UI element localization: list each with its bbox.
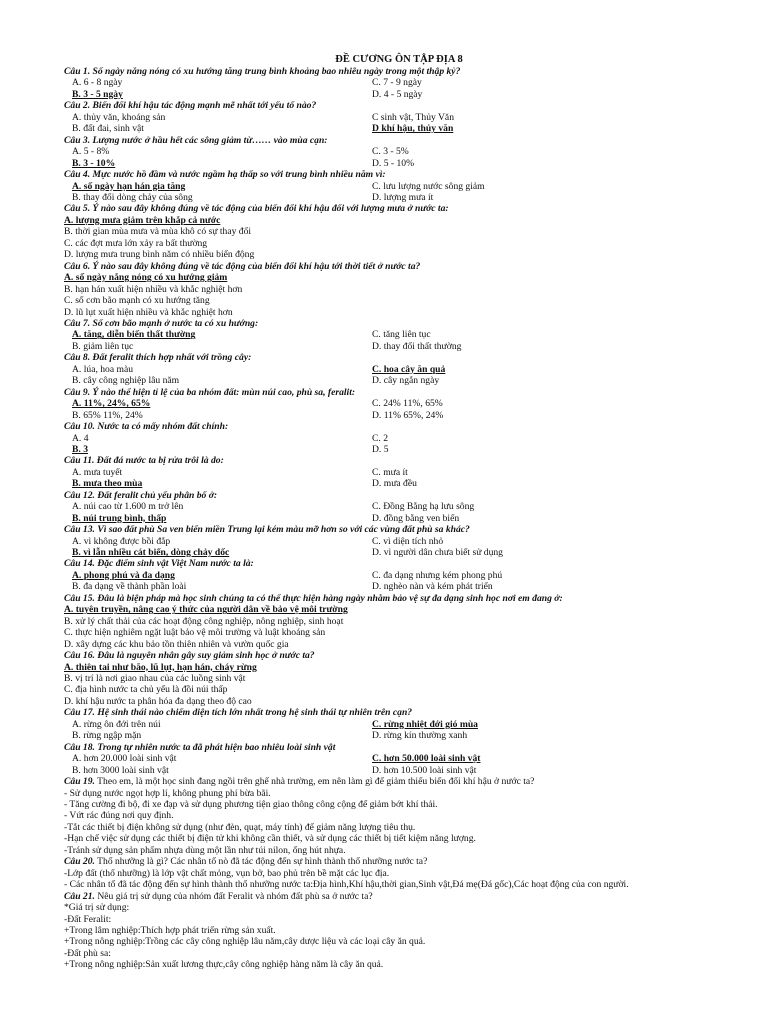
answer-row xyxy=(64,77,704,88)
answer-option: D. 5 - 10% xyxy=(372,157,415,169)
question-stem: Câu 2. Biến đổi khí hậu tác động mạnh mẽ nhất tới yếu tố nào? xyxy=(64,100,317,112)
answer-option: D. lũ lụt xuất hiện nhiều và khắc nghiệt hơn xyxy=(64,306,233,318)
question-stem: Câu 8. Đất feralit thích hợp nhất với trồng cây: xyxy=(64,352,252,364)
q19-label: Câu 19. xyxy=(64,776,95,788)
q20-text: Thổ nhưỡng là gì? Các nhân tố nò đã tác động đến sự hình thành thổ nhưỡng nước ta? xyxy=(94,856,428,868)
essay-section xyxy=(64,776,704,971)
question-stem: Câu 17. Hệ sinh thái nào chiếm diện tích lớn nhất trong hệ sinh thái tự nhiên trên cạn? xyxy=(64,707,413,719)
answer-row xyxy=(64,501,704,512)
answer-row xyxy=(64,89,704,100)
question-stem: Câu 14. Đặc điểm sinh vật Việt Nam nước ta là: xyxy=(64,558,254,570)
q20-line: -Lớp đất (thổ nhưỡng) là lớp vật chất mỏng, vụn bở, bao phủ trên bề mặt các lục địa. xyxy=(64,867,390,879)
answer-option: B. núi trung bình, thấp xyxy=(72,512,167,524)
answer-option: C. vì diện tích nhỏ xyxy=(372,535,444,547)
answer-option: B. vì lẫn nhiều cát biển, dòng chảy dốc xyxy=(72,547,230,559)
answer-row xyxy=(64,146,704,157)
answer-row xyxy=(64,730,704,741)
answer-option: A. phong phú và đa dạng xyxy=(72,569,175,581)
answer-row xyxy=(64,536,704,547)
answer-option: B. vị trí là nơi giao nhau của các luồng sinh vật xyxy=(64,673,246,685)
q21-line: +Trong nông nghiệp:Trồng các cây công nghiệp lâu năm,cây dược liệu và các loại cây ăn quả. xyxy=(64,936,426,948)
answer-row xyxy=(64,410,704,421)
answer-option: A. rừng ôn đới trên núi xyxy=(72,718,161,730)
answer-option: C. 7 - 9 ngày xyxy=(372,77,422,89)
question-stem: Câu 16. Đâu là nguyên nhân gây suy giảm sinh học ở nước ta? xyxy=(64,650,315,662)
q21-label: Câu 21. xyxy=(64,890,95,902)
q19-line: - Sử dụng nước ngọt hợp lí, không phung phí bừa bãi. xyxy=(64,787,271,799)
answer-option: A. 4 xyxy=(72,432,89,444)
answer-row xyxy=(64,329,704,340)
question-stem: Câu 18. Trong tự nhiên nước ta đã phát hiện bao nhiêu loài sinh vật xyxy=(64,741,336,753)
q19-line: -Tắt các thiết bị điện không sử dụng (như đèn, quạt, máy tính) để giảm năng lượng tiêu thụ. xyxy=(64,821,416,833)
q19-text: Theo em, là một học sinh đang ngồi trên ghế nhà trường, em nên làm gì để giảm thiểu biến đổi khí hậu ở nước ta? xyxy=(94,776,535,788)
answer-option: B. 3 xyxy=(72,443,88,455)
question-stem: Câu 5. Ý nào sau đây không đúng về tác động của biến đổi khí hậu đối với lượng mưa ở nước ta: xyxy=(64,203,449,215)
answer-option: B. rừng ngập mặn xyxy=(72,730,142,742)
answer-row xyxy=(64,570,704,581)
answer-row xyxy=(64,123,704,134)
answer-row xyxy=(64,547,704,558)
answer-row xyxy=(64,581,704,592)
answer-row xyxy=(64,467,704,478)
answer-option: D. thay đổi thất thường xyxy=(372,340,462,352)
answer-option: B. hạn hán xuất hiện nhiều và khắc nghiệt hơn xyxy=(64,283,243,295)
page-title: ĐỀ CƯƠNG ÔN TẬP ĐỊA 8 xyxy=(335,54,463,65)
answer-option: B. hơn 3000 loài sinh vật xyxy=(72,764,169,776)
answer-option: C. thực hiện nghiêm ngặt luật bảo vệ môi trường và luật khoáng sản xyxy=(64,627,326,639)
answer-option: D. hơn 10.500 loài sinh vật xyxy=(372,764,477,776)
question-stem: Câu 13. Vì sao đất phù Sa ven biển miền Trung lại kém màu mỡ hơn so với các vùng đất phù sa khác? xyxy=(64,524,470,536)
q21-line: +Trong nông nghiệp:Sản xuất lương thực,cây công nghiệp hàng năm là cây ăn quả. xyxy=(64,959,384,971)
answer-option: C. hoa cây ăn quả xyxy=(372,363,446,375)
question-stem: Câu 3. Lượng nước ở hầu hết các sông giảm từ…… vào mùa cạn: xyxy=(64,134,328,146)
q19-line: - Tăng cường đi bộ, đi xe đạp và sử dụng phương tiện giao thông công cộng để giảm bớt khí thải. xyxy=(64,799,438,810)
answer-option: C. hơn 50.000 loài sinh vật xyxy=(372,753,481,765)
answer-option: C. Đồng Bằng hạ lưu sông xyxy=(372,501,475,513)
answer-row xyxy=(64,444,704,455)
answer-option: A. tăng, diễn biến thất thường xyxy=(72,329,196,341)
question-stem: Câu 7. Số cơn bão mạnh ở nước ta có xu hướng: xyxy=(64,317,259,329)
answer-option: D. 11% 65%, 24% xyxy=(372,409,444,421)
answer-option: B. thời gian mùa mưa và mùa khô có sự thay đổi xyxy=(64,226,252,238)
answer-option: D. lượng mưa ít xyxy=(372,191,434,203)
answer-option: A. thủy văn, khoáng sản xyxy=(72,111,166,123)
answer-option: C. lưu lượng nước sông giảm xyxy=(372,180,485,192)
question-stem: Câu 1. Số ngày nắng nóng có xu hướng tăng trung bình khoảng bao nhiêu ngày trong một thập kỷ? xyxy=(64,66,461,77)
answer-option: D. đồng bằng ven biển xyxy=(372,512,460,524)
q19-line: -Tránh sử dụng sản phẩm nhựa dùng một lần như túi nilon, ống hút nhựa. xyxy=(64,844,346,856)
q21-text: Nêu giá trị sử dụng của nhóm đất Feralit và nhóm đất phù sa ở nước ta? xyxy=(94,890,373,902)
answer-row xyxy=(64,192,704,203)
answer-row xyxy=(64,753,704,764)
answer-option: D. rừng kín thường xanh xyxy=(372,730,468,742)
answer-option: A. lượng mưa giảm trên khắp cả nước xyxy=(64,214,221,226)
q21-line: -Đất phù sa: xyxy=(64,947,111,959)
answer-option: C. các đợt mưa lớn xảy ra bất thường xyxy=(64,237,208,249)
answer-option: B. cây công nghiệp lâu năm xyxy=(72,375,180,387)
answer-option: C. mưa ít xyxy=(372,466,408,478)
answer-option: A. hơn 20.000 loài sinh vật xyxy=(72,753,177,765)
answer-row xyxy=(64,433,704,444)
answer-row xyxy=(64,719,704,730)
q21-line: *Giá trị sử dụng: xyxy=(64,902,130,914)
question-stem: Câu 15. Đâu là biện pháp mà học sinh chúng ta có thể thực hiện hàng ngày nhằm bảo vệ sự đa dạng sinh học nơi em đang ở: xyxy=(64,592,563,604)
answer-option: C. đa dạng nhưng kém phong phú xyxy=(372,569,503,581)
answer-option: A. núi cao từ 1.600 m trở lên xyxy=(72,501,184,513)
answer-row xyxy=(64,158,704,169)
answer-option: B. giảm liên tục xyxy=(72,340,134,352)
answer-row xyxy=(64,181,704,192)
answer-row xyxy=(64,478,704,489)
question-stem: Câu 10. Nước ta có mấy nhóm đất chính: xyxy=(64,421,229,433)
answer-row xyxy=(64,765,704,776)
answer-row xyxy=(64,341,704,352)
answer-option: C. địa hình nước ta chủ yếu là đồi núi thấp xyxy=(64,684,228,696)
answer-option: C. 2 xyxy=(372,432,388,444)
answer-option: C. 3 - 5% xyxy=(372,146,409,158)
q19-line: - Vứt rác đúng nơi quy định. xyxy=(64,810,174,822)
answer-option: D. 4 - 5 ngày xyxy=(372,88,423,100)
q21-line: +Trong lâm nghiệp:Thích hợp phát triển rừng sản xuất. xyxy=(64,924,276,936)
q20-line: - Các nhân tố đã tác động đến sự hình thành thổ nhưỡng nước ta:Địa hình,Khí hậu,thời gian,Sinh vật,Đá mẹ(Đá gốc),Các hoạt động của con người. xyxy=(64,879,629,891)
answer-option: B. mưa theo mùa xyxy=(72,478,143,490)
answer-option: A. vì không được bồi đắp xyxy=(72,535,171,547)
answer-option: D. lượng mưa trung bình năm có nhiều biến động xyxy=(64,249,255,261)
answer-option: D. xây dựng các khu bảo tồn thiên nhiên và vườn quốc gia xyxy=(64,638,289,650)
answer-option: B. 3 - 10% xyxy=(72,157,116,169)
answer-option: C. tăng liên tục xyxy=(372,329,431,341)
answer-option: D. mưa đều xyxy=(372,478,417,490)
answer-option: C sinh vật, Thủy Văn xyxy=(372,111,454,123)
answer-option: A. mưa tuyết xyxy=(72,466,123,478)
answer-row xyxy=(64,112,704,123)
answer-option: B. 3 - 5 ngày xyxy=(72,88,123,100)
question-stem: Câu 6. Ý nào sau đây không đúng về tác động của biến đổi khí hậu tới thời tiết ở nước ta? xyxy=(64,260,421,272)
answer-option: C. rừng nhiệt đới gió mùa xyxy=(372,718,478,730)
answer-option: A. 5 - 8% xyxy=(72,146,110,158)
answer-option: A. số ngày nắng nóng có xu hướng giảm xyxy=(64,272,228,284)
question-list xyxy=(64,66,704,776)
answer-option: A. thiên tai như bão, lũ lụt, hạn hán, cháy rừng xyxy=(64,661,257,673)
question-stem: Câu 4. Mực nước hồ đầm và nước ngầm hạ thấp so với trung bình nhiều năm vì: xyxy=(64,169,386,181)
answer-option: A. số ngày hạn hán gia tăng xyxy=(72,180,186,192)
answer-option: B. đa dạng về thành phần loài xyxy=(72,581,187,593)
answer-option: D khí hậu, thủy văn xyxy=(372,123,454,135)
answer-option: A. 11%, 24%, 65% xyxy=(72,398,151,410)
answer-row xyxy=(64,375,704,386)
answer-row xyxy=(64,364,704,375)
answer-option: A. lúa, hoa màu xyxy=(72,363,134,375)
q21-line: -Đất Feralit: xyxy=(64,913,112,925)
answer-option: D. 5 xyxy=(372,443,389,455)
answer-option: D. cây ngắn ngày xyxy=(372,375,440,387)
q19-line: -Hạn chế việc sử dụng các thiết bị điện tử khi không cần thiết, và sử dụng các thiết bị tiết kiệm năng lượng. xyxy=(64,833,476,845)
answer-option: B. xử lý chất thải của các hoạt động công nghiệp, nông nghiệp, sinh hoạt xyxy=(64,615,344,627)
answer-option: D. nghèo nàn và kém phát triển xyxy=(372,581,493,593)
answer-option: C. số cơn bão mạnh có xu hướng tăng xyxy=(64,295,210,307)
q20-label: Câu 20. xyxy=(64,856,95,868)
answer-option: A. 6 - 8 ngày xyxy=(72,77,123,89)
question-stem: Câu 9. Ý nào thể hiện tỉ lệ của ba nhóm đất: mùn núi cao, phù sa, feralit: xyxy=(64,386,356,398)
question-stem: Câu 12. Đất feralit chủ yếu phân bố ở: xyxy=(64,489,218,501)
answer-option: C. 24% 11%, 65% xyxy=(372,398,443,410)
answer-option: B. đất đai, sinh vật xyxy=(72,123,144,135)
answer-option: D. khí hậu nước ta phân hóa đa dạng theo độ cao xyxy=(64,695,252,707)
answer-option: D. vì người dân chưa biết sử dụng xyxy=(372,547,503,559)
answer-option: A. tuyên truyền, nâng cao ý thức của người dân về bảo vệ môi trường xyxy=(64,604,348,616)
answer-row xyxy=(64,398,704,409)
answer-row xyxy=(64,513,704,524)
answer-option: B. 65% 11%, 24% xyxy=(72,409,143,421)
question-stem: Câu 11. Đất đá nước ta bị rửa trôi là do: xyxy=(64,455,224,467)
answer-option: B. thay đổi dòng chảy của sông xyxy=(72,191,193,203)
document-page xyxy=(64,54,704,971)
